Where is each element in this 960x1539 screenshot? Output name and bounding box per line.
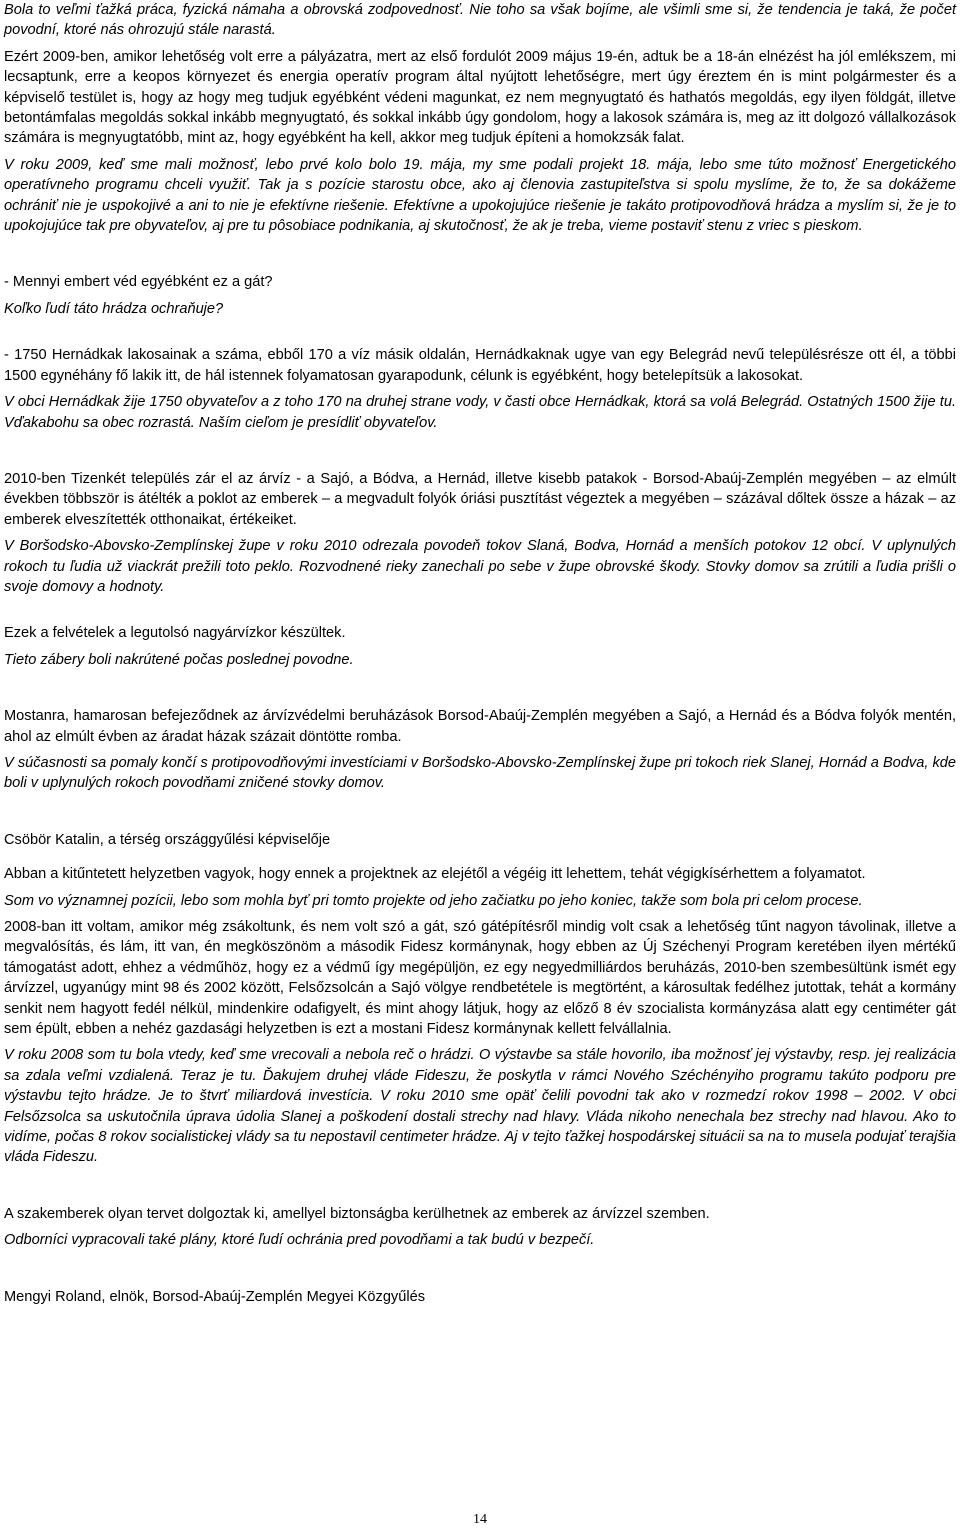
paragraph-sk: V Boršodsko-Abovsko-Zemplínskej župe v roku 2010 odrezala povodeň tokov Slaná, Bodva, Hornád a menších potokov 12 obcí. V uplynulých rokoch tu ľudia už viackrát prežili toto peklo. Rozvodnené rieky zanechali po sebe v župe obrovské škody. Stovky domov sa zrútili a ľudia prišli o svoje domovy a hodnoty. [4,538,956,595]
paragraph-sk: V súčasnosti sa pomaly končí s protipovodňovými investíciami v Boršodsko-Abovsko-Zemplínskej župe pri tokoch riek Slanej, Hornád a Bodva, kde boli v uplynulých rokoch povodňami zničené stovky domov. [4,754,956,792]
paragraph-hu: A szakemberek olyan tervet dolgoztak ki, amellyel biztonságba kerülhetnek az emberek az árvízzel szemben. [4,1205,710,1222]
paragraph-hu: Ezek a felvételek a legutolsó nagyárvízkor készültek. [4,625,346,642]
paragraph-sk: Odborníci vypracovali také plány, ktoré ľudí ochránia pred povodňami a tak budú v bezpečí. [4,1232,595,1249]
paragraph-sk: V roku 2008 som tu bola vtedy, keď sme vrecovali a nebola reč o hrádzi. O výstavbe sa stále hovorilo, iba možnosť jej výstavby, resp. jej realizácia sa zdala veľmi vzdialená. Teraz je tu. Ďakujem druhej vláde Fideszu, že poskytla v rámci Nového Széchényiho programu takúto podporu pre výstavbu tejto hrádze. Je to štvrť miliardová investícia. V roku 2010 sme opäť čelili povodni tak ako v rozmedzí rokov 1998 – 2002. V obci Felsőzsolca sa uskutočnila úprava údolia Slanej a poškodení dostali strechy nad hlavy. Vláda nikoho nenechala bez strechy nad hlavou. Ako to vidíme, počas 8 rokov socialistickej vlády sa tu nepostavil centimeter hrádze. Aj v tejto ťažkej hospodárskej situácii sa na to musela podujať terajšia vláda Fideszu. [4,1047,956,1166]
paragraph-sk: Som vo významnej pozícii, lebo som mohla byť pri tomto projekte od jeho začiatku po jeho koniec, takže som bola pri celom procese. [4,892,863,909]
paragraph-sk: Tieto zábery boli nakrútené počas poslednej povodne. [4,651,354,668]
paragraph-sk: Bola to veľmi ťažká práca, fyzická námaha a obrovská zodpovednosť. Nie toho sa však bojíme, ale všimli sme si, že tendencia je taká, že počet povodní, ktoré nás ohrozujú stále narastá. [4,2,956,39]
paragraph-sk: V roku 2009, keď sme mali možnosť, lebo prvé kolo bolo 19. mája, my sme podali projekt 18. mája, lebo sme túto možnosť Energetického operatívneho programu chceli využiť. Tak ja s pozície starostu obce, ako aj členovia zastupiteľstva si spolu myslíme, že to, že sa dokážeme ochrániť nie je uspokojivé a ani to nie je efektívne riešenie. Efektívne a upokojujúce riešenie je takáto protipovodňová hrádza a myslím si, že je to upokojujúce tak pre obyvateľov, aj pre tu pôsobiace podnikania, aj skutočnosť, že ak je treba, vieme postaviť stenu z vriec s pieskom. [4,156,956,235]
speaker-name: Csöbör Katalin, a térség országgyűlési képviselője [4,831,331,848]
question-hu: - Mennyi embert véd egyébként ez a gát? [4,274,273,291]
speaker-name: Mengyi Roland, elnök, Borsod-Abaúj-Zemplén Megyei Közgyűlés [4,1288,426,1305]
paragraph-hu: 2008-ban itt voltam, amikor még zsákoltunk, és nem volt szó a gát, szó gátépítésről mindig volt csak a lehetőség tűnt nagyon távolinak, illetve a megvalósítás, és lám, itt van, én megköszönöm a második Fidesz kormánynak, hogy ebben az Új Széchenyi Program keretében ilyen mértékű támogatást adott, ehhez a védműhöz, hogy ez a védmű így megépüljön, ez egy negyedmilliárdos beruházás, 2010-ben szembesültünk ismét egy árvízzel, ugyanúgy mint 98 és 2002 között, Felsőzsolcán a Sajó völgye rendbetétele is megtörtént, a károsultak fedélhez jutottak, tehát a kormány senkit nem hagyott fedél nélkül, mindenkire odafigyelt, és mint ahogy látjuk, hogy az előző 8 év szocialista kormányzása alatt egy centiméter gát sem épült, ebben a nehéz gazdasági helyzetben is ezt a mostani Fidesz kormánynak kellett felvállalnia. [4,919,956,1038]
paragraph-sk: V obci Hernádkak žije 1750 obyvateľov a z toho 170 na druhej strane vody, v časti obce Hernádkak, ktorá sa volá Belegrád. Ostatných 1500 žije tu. Vďakabohu sa obec rozrastá. Naším cieľom je presídliť obyvateľov. [4,394,956,431]
paragraph-hu: - 1750 Hernádkak lakosainak a száma, ebből 170 a víz másik oldalán, Hernádkaknak ugye van egy Belegrád nevű településrésze ott él, a többi 1500 egynéhány fő lakik itt, de hál istennek folyamatosan gyarapodunk, célunk is egyébként, hogy betelepítsük a lakosokat. [4,347,956,384]
page-number: 14 [473,1512,487,1527]
paragraph-hu: Mostanra, hamarosan befejeződnek az árvízvédelmi beruházások Borsod-Abaúj-Zemplén megyében a Sajó, a Hernád és a Bódva folyók mentén, ahol az elmúlt évben az áradat házak százait döntötte romba. [4,708,956,745]
paragraph-hu: 2010-ben Tizenkét település zár el az árvíz - a Sajó, a Bódva, a Hernád, illetve kisebb patakok - Borsod-Abaúj-Zemplén megyében – az elmúlt években többször is átélték a poklot az emberek – a megvadult folyók óriási pusztítást végeztek a megyében – százával dőltek össze a házak – az emberek elveszítették otthonaikat, értékeiket. [4,470,956,528]
paragraph-hu: Abban a kitűntetett helyzetben vagyok, hogy ennek a projektnek az elejétől a végéig itt lehettem, tehát végigkísérhettem a folyamatot. [4,866,866,883]
paragraph-hu: Ezért 2009-ben, amikor lehetőség volt erre a pályázatra, mert az első fordulót 2009 május 19-én, adtuk be a 18-án elnézést ha jól emlékszem, mi lecsaptunk, erre a keopos környezet és energia operatív program által nyújtott lehetőségre, mert úgy éreztem én is mint polgármester és a képviselő testület is, hogy az hogy meg tudjuk egyébként védeni magunkat, ez nem megnyugtató és hathatós megoldás, egy ilyen földgát, illetve betontámfalas megoldás sokkal inkább megnyugtató, és sokkal inkább úgy gondolom, hogy a lakosok számára is, meg az itt dolgozó vállalkozások számára is megnyugtatóbb, mint az, hogy egyébként ha kell, akkor meg tudjuk építeni a homokzsák falat. [4,48,956,147]
question-sk: Koľko ľudí táto hrádza ochraňuje? [4,300,224,317]
